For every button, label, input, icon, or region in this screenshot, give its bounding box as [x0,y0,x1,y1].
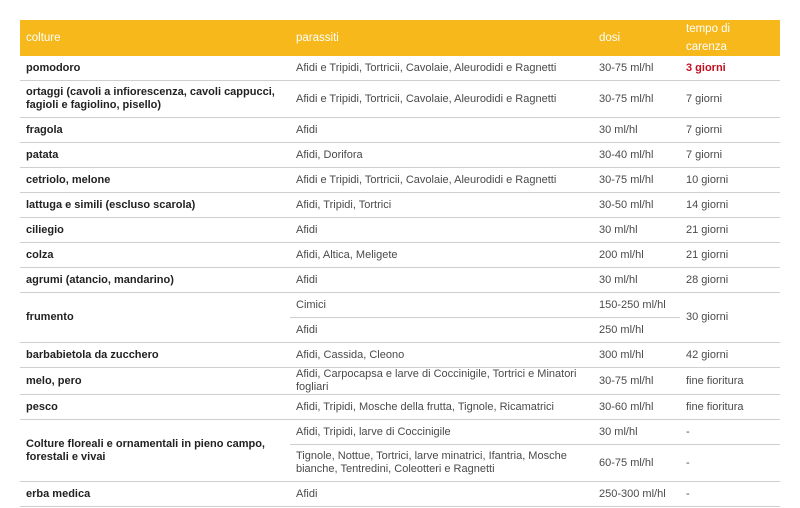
table-row [20,395,780,420]
header-dose: dosi [593,20,680,56]
dose-cell: 30-75 ml/hl [593,168,680,193]
table-row [20,420,780,445]
pests-cell: Afidi e Tripidi, Tortricii, Cavolaie, Aleurodidi e Ragnetti [290,81,593,118]
table-row [20,118,780,143]
wait-cell: - [680,420,780,445]
dose-cell: 30-75 ml/hl [593,368,680,395]
wait-cell: 21 giorni [680,218,780,243]
table-row [20,218,780,243]
pests-cell: Afidi [290,268,593,293]
dosage-table [20,20,780,507]
crop-cell: cetriolo, melone [20,168,290,193]
crop-cell: erba medica [20,482,290,507]
dose-cell: 60-75 ml/hl [593,445,680,482]
pests-cell: Afidi, Carpocapsa e larve di Coccinigile, Tortrici e Minatori fogliari [290,368,593,395]
header-crop: colture [20,20,290,56]
pests-cell: Afidi [290,218,593,243]
table-row [20,56,780,81]
dose-cell: 300 ml/hl [593,343,680,368]
wait-cell: - [680,445,780,482]
crop-cell: pesco [20,395,290,420]
pests-cell: Afidi e Tripidi, Tortricii, Cavolaie, Aleurodidi e Ragnetti [290,56,593,81]
crop-cell: ortaggi (cavoli a infiorescenza, cavoli cappucci, fagioli e fagiolino, pisello) [20,81,290,118]
dose-cell: 30 ml/hl [593,420,680,445]
dose-cell: 30-60 ml/hl [593,395,680,420]
dose-cell: 150-250 ml/hl [593,293,680,318]
pests-cell: Afidi, Altica, Meligete [290,243,593,268]
wait-cell: 10 giorni [680,168,780,193]
wait-cell: 7 giorni [680,81,780,118]
table-row [20,193,780,218]
dose-cell: 30-50 ml/hl [593,193,680,218]
dose-cell: 30-40 ml/hl [593,143,680,168]
wait-cell: 3 giorni [680,56,780,81]
crop-cell: colza [20,243,290,268]
table-row [20,482,780,507]
header-wait: tempo di carenza [680,20,780,56]
crop-cell: melo, pero [20,368,290,395]
pests-cell: Afidi e Tripidi, Tortricii, Cavolaie, Aleurodidi e Ragnetti [290,168,593,193]
crop-cell: ciliegio [20,218,290,243]
wait-cell: 28 giorni [680,268,780,293]
wait-cell: 30 giorni [680,293,780,343]
pests-cell: Afidi [290,482,593,507]
table-row [20,293,780,318]
crop-cell: frumento [20,293,290,343]
dose-cell: 30 ml/hl [593,268,680,293]
dose-cell: 30 ml/hl [593,118,680,143]
crop-cell: Colture floreali e ornamentali in pieno campo, forestali e vivai [20,420,290,482]
pests-cell: Afidi, Cassida, Cleono [290,343,593,368]
wait-cell: fine fioritura [680,395,780,420]
dose-cell: 30 ml/hl [593,218,680,243]
wait-cell: 42 giorni [680,343,780,368]
wait-cell: 21 giorni [680,243,780,268]
table-row [20,81,780,118]
table-row [20,368,780,395]
dose-cell: 200 ml/hl [593,243,680,268]
table-row [20,168,780,193]
wait-cell: - [680,482,780,507]
table-header-row [20,20,780,56]
table-row [20,343,780,368]
wait-cell: 7 giorni [680,118,780,143]
crop-cell: lattuga e simili (escluso scarola) [20,193,290,218]
wait-cell: fine fioritura [680,368,780,395]
wait-cell: 14 giorni [680,193,780,218]
dose-cell: 30-75 ml/hl [593,56,680,81]
dosage-table-container [20,20,780,507]
pests-cell: Afidi, Tripidi, larve di Coccinigile [290,420,593,445]
wait-cell: 7 giorni [680,143,780,168]
crop-cell: fragola [20,118,290,143]
dose-cell: 30-75 ml/hl [593,81,680,118]
table-row [20,243,780,268]
crop-cell: barbabietola da zucchero [20,343,290,368]
dose-cell: 250 ml/hl [593,318,680,343]
pests-cell: Afidi [290,118,593,143]
crop-cell: pomodoro [20,56,290,81]
table-row [20,143,780,168]
header-pests: parassiti [290,20,593,56]
dose-cell: 250-300 ml/hl [593,482,680,507]
pests-cell: Afidi, Tripidi, Tortrici [290,193,593,218]
pests-cell: Tignole, Nottue, Tortrici, larve minatrici, Ifantria, Mosche bianche, Tentredini, Coleotteri e Ragnetti [290,445,593,482]
table-row [20,268,780,293]
pests-cell: Afidi [290,318,593,343]
crop-cell: patata [20,143,290,168]
pests-cell: Afidi, Dorifora [290,143,593,168]
pests-cell: Afidi, Tripidi, Mosche della frutta, Tignole, Ricamatrici [290,395,593,420]
crop-cell: agrumi (atancio, mandarino) [20,268,290,293]
pests-cell: Cimici [290,293,593,318]
